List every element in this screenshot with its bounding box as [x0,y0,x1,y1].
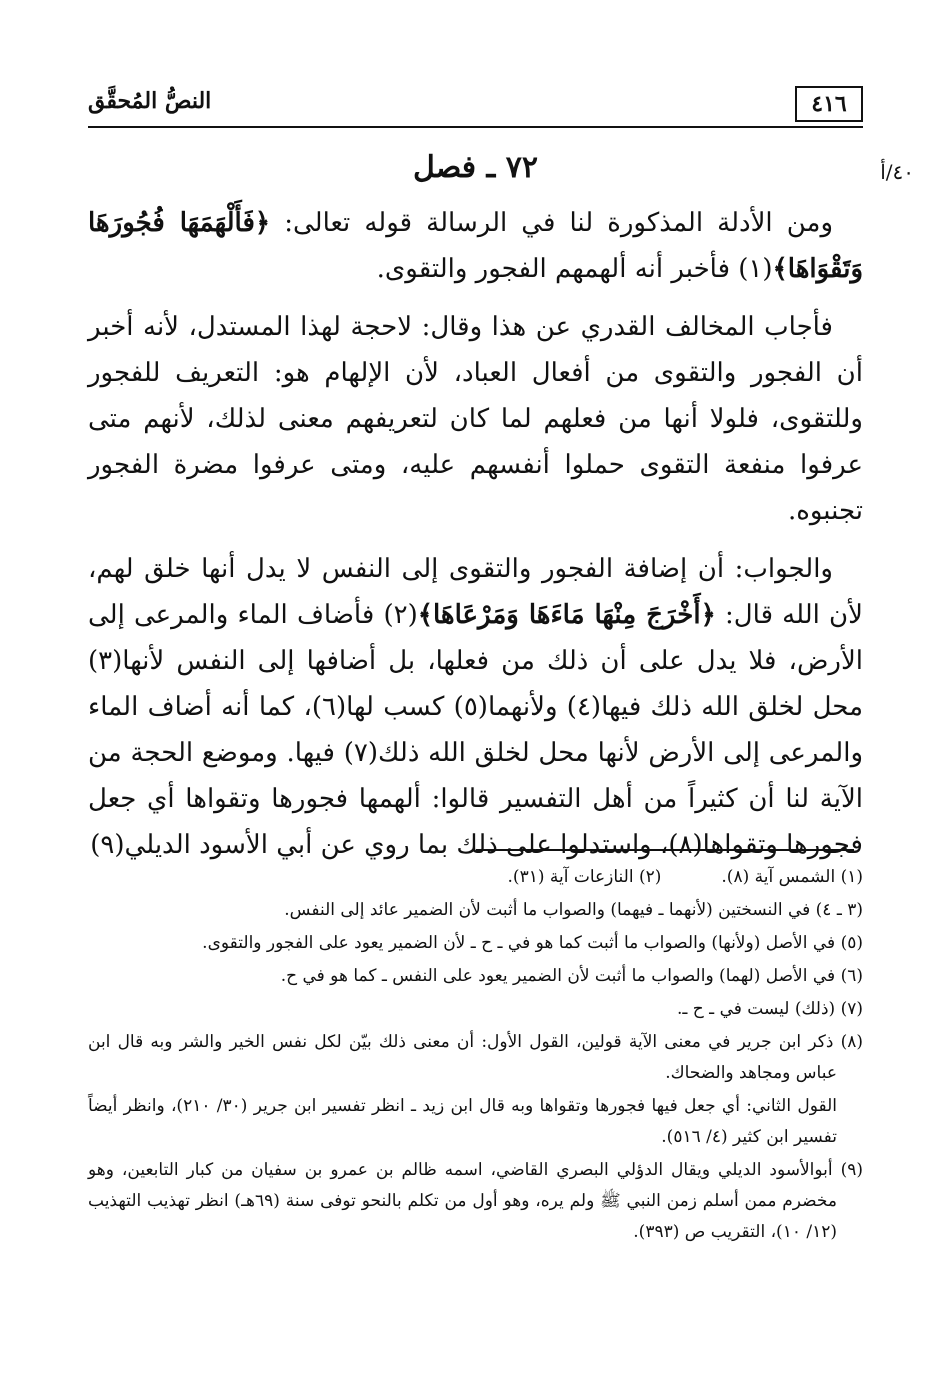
quran-verse-1: ﴿فَأَلْهَمَهَا فُجُورَهَا وَتَقْوَاهَا﴾ [88,208,863,284]
margin-folio-reference: ٤٠/أ [880,160,914,184]
footnote-9: (٩) أبوالأسود الديلي ويقال الدؤلي البصري القاضي، اسمه ظالم بن عمرو بن سفيان من كبار التابعين، وهو مخضرم ممن أسلم زمن النبي ﷺ ولم يره، وهو أول من تكلم بالنحو توفى سنة (٦٩هـ) انظر تهذيب التهذيب (١٢/ ١٠)، التقريب ص (٣٩٣). [88,1160,863,1242]
running-title: النصُّ المُحقَّق [88,88,212,114]
paragraph-2: فأجاب المخالف القدري عن هذا وقال: لاحجة لهذا المستدل، لأنه أخبر أن الفجور والتقوى من أفعال العباد، لأن الإلهام هو: التعريف للفجور وللتقوى، فلولا أنها من فعلهم لما كان لتعريفهم معنى لذلك، لأنهم متى عرفوا منفعة التقوى حملوا أنفسهم عليه، ومتى عرفوا مضرة الفجور تجنبوه. [88,312,863,526]
paragraph-1-text-after: (١) فأخبر أنه ألهمهم الفجور والتقوى. [376,254,773,284]
paragraph-1-text-before: ومن الأدلة المذكورة لنا في الرسالة قوله تعالى: [270,208,834,238]
footnote-1: (١) الشمس آية (٨). [721,867,863,887]
footnote-2: (٢) النازعات آية (٣١). [507,867,662,887]
footnote-8-continued: القول الثاني: أي جعل فيها فجورها وتقواها وبه قال ابن زيد ـ انظر تفسير ابن جرير (٣٠/ ٢١٠)، وانظر أيضاً تفسير ابن كثير (٤/ ٥١٦). [88,1096,837,1147]
paragraph-3 [88,546,863,868]
footnote-6: (٦) في الأصل (لهما) والصواب ما أثبت لأن الضمير يعود على النفس ـ كما هو في ح. [280,966,863,986]
quran-verse-2: ﴿أَخْرَجَ مِنْهَا مَاءَهَا وَمَرْعَاهَا﴾ [417,600,716,630]
footnotes [88,862,863,1250]
paragraph-1 [88,200,863,292]
section-title: ٧٢ ـ فصل [413,150,538,185]
footnote-7: (٧) (ذلك) ليست في ـ ح ـ. [677,999,863,1019]
paragraph-3-text-before: والجواب: أن إضافة الفجور والتقوى إلى النفس لا يدل أنها خلق لهم، لأن الله قال: [88,554,863,630]
paragraph-3-text-after: (٢) فأضاف الماء والمرعى إلى الأرض، فلا يدل على أن ذلك من فعلها، بل أضافها إلى النفس لأنها(٣) محل لخلق الله ذلك فيها(٤) ولأنهما(٥) كسب لها(٦)، كما أنه أضاف الماء والمرعى إلى الأرض لأنها محل لخلق الله ذلك(٧) فيها. وموضع الحجة من الآية لنا أن كثيراً من أهل التفسير قالوا: ألهمها فجورها وتقواها أي جعل فجورها وتقواها(٨)، واستدلوا على ذلك بما روي عن أبي الأسود الديلي(٩) [88,600,863,860]
footnote-1-2 [88,862,863,893]
footnote-8: (٨) ذكر ابن جرير في معنى الآية قولين، القول الأول: أن معنى ذلك بيّن لكل نفس الخير والشر وبه قال ابن عباس ومجاهد والضحاك. [88,1032,863,1083]
footnote-5: (٥) في الأصل (ولأنها) والصواب ما أثبت كما هو في ـ ح ـ لأن الضمير يعود على الفجور والتقوى. [202,933,863,953]
footnote-separator [476,849,854,851]
page-number: ٤١٦ [795,86,863,122]
page-header [88,80,863,128]
main-text [88,200,863,880]
footnote-3-4: (٣ ـ ٤) في النسختين (لأنهما ـ فيهما) والصواب ما أثبت لأن الضمير عائد إلى النفس. [284,900,863,920]
header-rule [88,126,863,128]
